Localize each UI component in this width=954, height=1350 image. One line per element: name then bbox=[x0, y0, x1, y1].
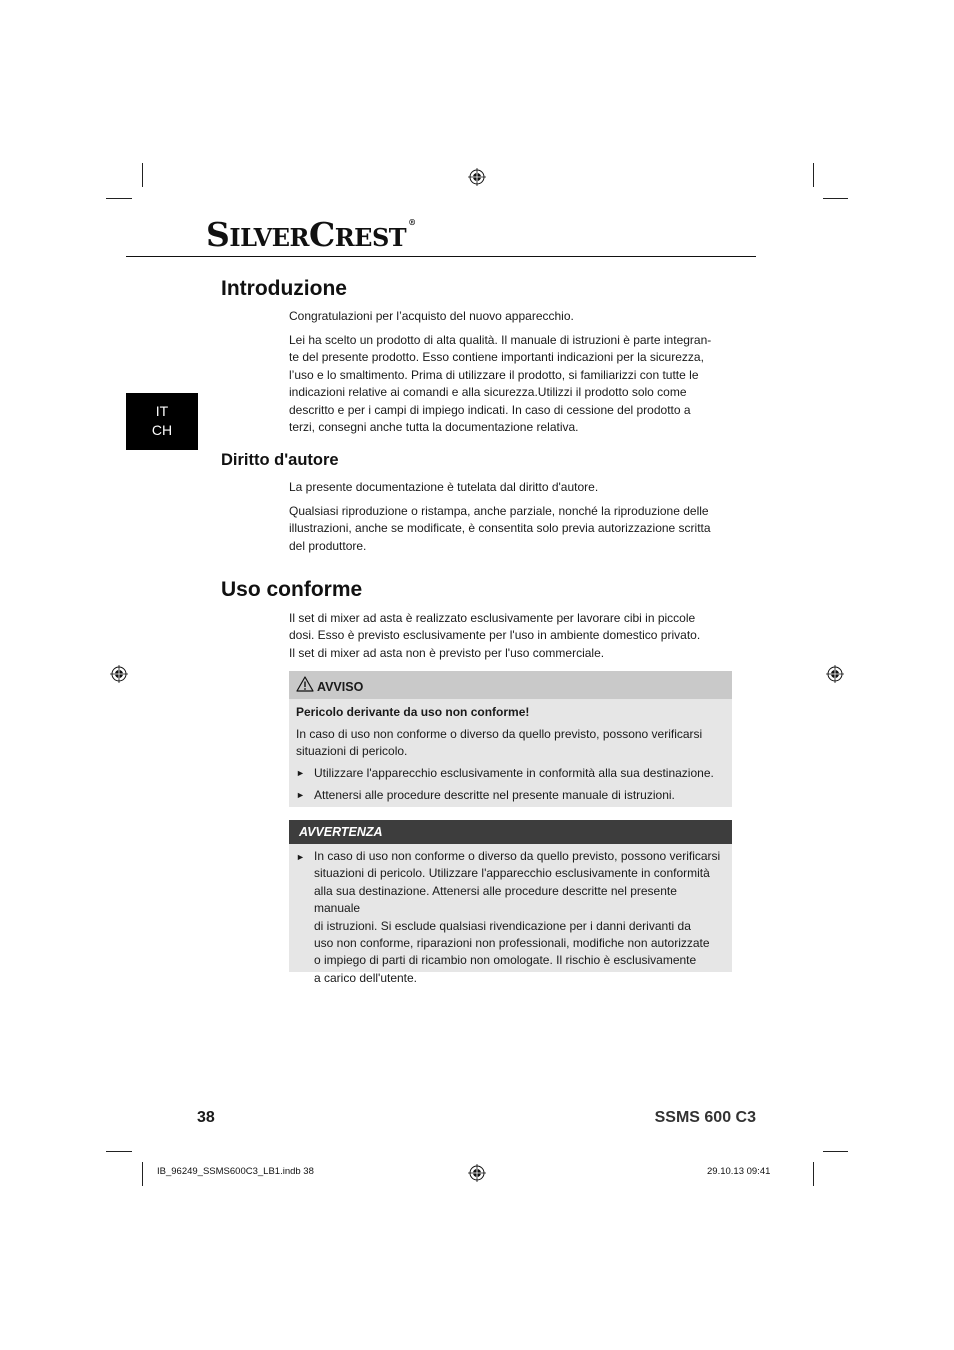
text-line: In caso di uso non conforme o diverso da quello previsto, possono verificarsi bbox=[314, 849, 721, 863]
text-line: Lei ha scelto un prodotto di alta qualità. Il manuale di istruzioni è parte integran- bbox=[289, 333, 712, 347]
section-title-diritto: Diritto d'autore bbox=[221, 451, 339, 469]
arrow-right-icon: ► bbox=[296, 768, 305, 778]
text-line: Il set di mixer ad asta è realizzato esclusivamente per lavorare cibi in piccole bbox=[289, 611, 696, 625]
warning-triangle-icon bbox=[296, 676, 314, 692]
crop-mark bbox=[813, 1162, 814, 1186]
crop-mark bbox=[106, 1151, 132, 1152]
section-title-uso-conforme: Uso conforme bbox=[221, 578, 363, 601]
language-code-it: IT bbox=[155, 403, 169, 419]
text-line: uso non conforme, riparazioni non professionali, modifiche non autorizzate bbox=[314, 936, 710, 951]
text-line: o impiego di parti di ricambio non omologate. Il rischio è esclusivamente bbox=[314, 953, 697, 968]
print-slug-date: 29.10.13 09:41 bbox=[707, 1166, 771, 1177]
registration-mark-icon bbox=[468, 1164, 486, 1182]
text-line: a carico dell'utente. bbox=[314, 970, 418, 985]
crop-mark bbox=[106, 198, 132, 199]
registration-mark-icon bbox=[468, 168, 486, 186]
text-line: Il set di mixer ad asta non è previsto per l'uso commerciale. bbox=[289, 645, 605, 660]
arrow-right-icon: ► bbox=[296, 790, 305, 800]
text-line: situazioni di pericolo. Utilizzare l'apparecchio esclusivamente in conformità bbox=[314, 866, 710, 881]
text-line: In caso di uso non conforme o diverso da quello previsto, possono verificarsi bbox=[296, 727, 703, 741]
text-line: situazioni di pericolo. bbox=[296, 744, 408, 758]
warning-heading: Pericolo derivante da uso non conforme! bbox=[296, 705, 530, 719]
text-line: dosi. Esso è previsto esclusivamente per l'uso in ambiente domestico privato. bbox=[289, 628, 701, 643]
diritto-paragraph-1: La presente documentazione è tutelata dal diritto d'autore. bbox=[289, 480, 599, 494]
text-line: te del presente prodotto. Esso contiene importanti indicazioni per la sicurezza, bbox=[289, 350, 704, 365]
text-line: alla sua destinazione. Attenersi alle procedure descritte nel presente manuale bbox=[314, 883, 677, 916]
text-line: Qualsiasi riproduzione o ristampa, anche parziale, nonché la riproduzione delle bbox=[289, 504, 709, 518]
print-slug-file: IB_96249_SSMS600C3_LB1.indb 38 bbox=[157, 1166, 314, 1177]
uso-paragraph bbox=[289, 610, 735, 662]
diritto-paragraph-2 bbox=[289, 503, 735, 555]
arrow-right-icon: ► bbox=[296, 852, 305, 862]
intro-paragraph-2 bbox=[289, 332, 735, 436]
crop-mark bbox=[142, 163, 143, 187]
registration-mark-icon bbox=[110, 665, 128, 683]
crop-mark bbox=[823, 1151, 848, 1152]
text-line: l’uso e lo smaltimento. Prima di utilizzare il prodotto, si familiarizzi con tutte le bbox=[289, 367, 699, 382]
section-title-introduzione: Introduzione bbox=[221, 277, 347, 300]
list-item bbox=[289, 765, 732, 783]
caution-box bbox=[289, 820, 732, 985]
brand-logo: SILVERCREST® bbox=[206, 215, 416, 254]
warning-label: AVVISO bbox=[317, 680, 364, 694]
intro-paragraph-1: Congratulazioni per l’acquisto del nuovo apparecchio. bbox=[289, 309, 574, 323]
text-line: di istruzioni. Si esclude qualsiasi rivendicazione per i danni derivanti da bbox=[314, 918, 691, 933]
text-line: indicazioni relative ai comandi e alla sicurezza.Utilizzi il prodotto solo come bbox=[289, 385, 687, 400]
header-rule bbox=[126, 256, 756, 257]
model-number: SSMS 600 C3 bbox=[654, 1109, 756, 1126]
page-number: 38 bbox=[197, 1109, 215, 1126]
registration-mark-icon bbox=[826, 665, 844, 683]
caution-text bbox=[314, 848, 726, 987]
registered-mark: ® bbox=[408, 217, 416, 227]
crop-mark bbox=[813, 163, 814, 187]
text-line: del produttore. bbox=[289, 538, 367, 553]
bullet-text: Attenersi alle procedure descritte nel presente manuale di istruzioni. bbox=[314, 788, 675, 802]
caution-label: AVVERTENZA bbox=[299, 825, 383, 839]
warning-box-header bbox=[289, 671, 732, 699]
crop-mark bbox=[823, 198, 848, 199]
text-line: illustrazioni, anche se modificate, è consentita solo previa autorizzazione scritta bbox=[289, 521, 711, 536]
bullet-text: Utilizzare l'apparecchio esclusivamente in conformità alla sua destinazione. bbox=[314, 766, 714, 780]
text-line: descritto e per i campi di impiego indicati. In caso di cessione del prodotto a bbox=[289, 402, 691, 417]
caution-box-header bbox=[289, 820, 732, 844]
text-line: terzi, consegni anche tutta la documentazione relativa. bbox=[289, 420, 579, 435]
crop-mark bbox=[142, 1162, 143, 1186]
warning-box bbox=[289, 671, 732, 807]
language-tab bbox=[126, 393, 198, 450]
language-code-ch: CH bbox=[151, 422, 173, 438]
list-item bbox=[289, 787, 732, 805]
